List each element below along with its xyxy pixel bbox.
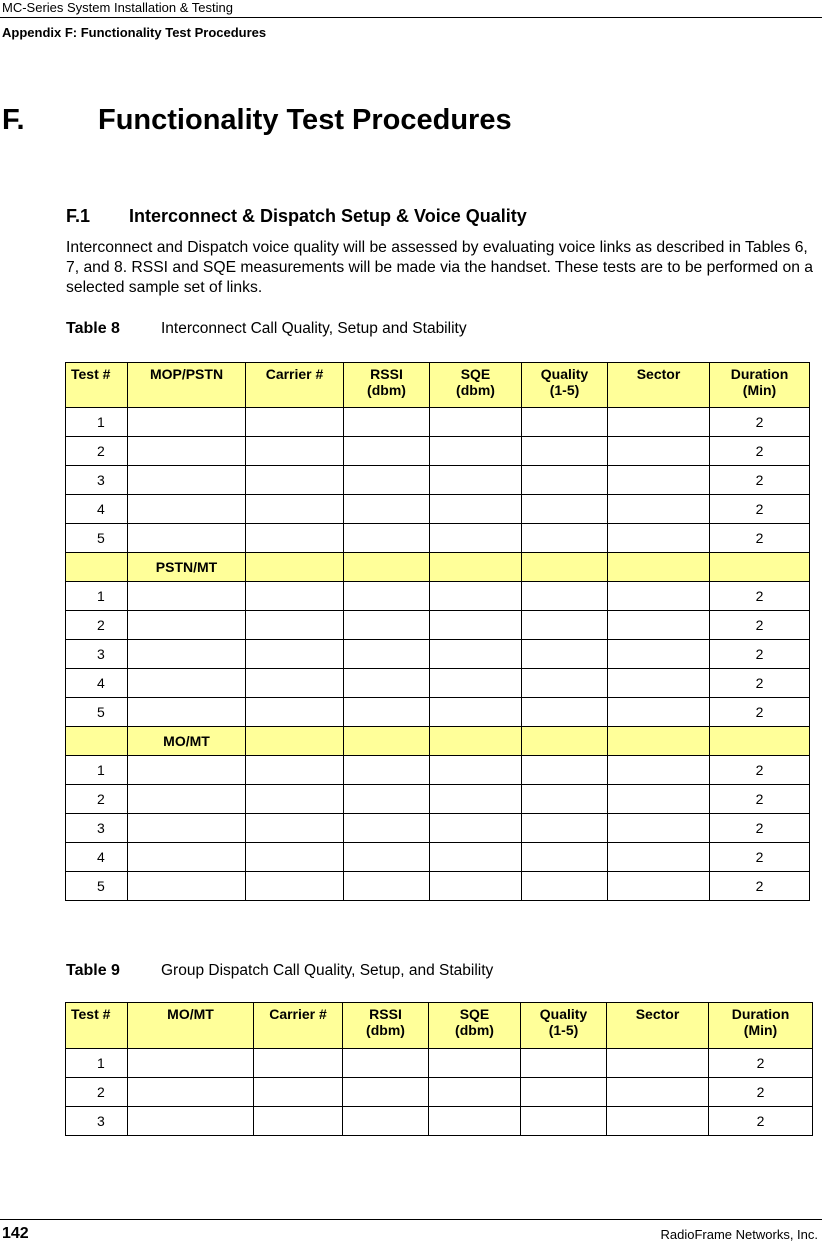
table-cell	[128, 640, 246, 669]
column-header	[709, 1003, 813, 1049]
table-cell	[246, 408, 344, 437]
table-cell: 2	[66, 1078, 128, 1107]
table-cell	[128, 1107, 254, 1136]
table-cell	[128, 756, 246, 785]
table-cell: 2	[709, 1107, 813, 1136]
column-header	[344, 363, 430, 408]
table-cell	[608, 640, 710, 669]
table-cell	[128, 495, 246, 524]
table-cell: 3	[66, 640, 128, 669]
table-cell: 5	[66, 524, 128, 553]
table-cell: 4	[66, 669, 128, 698]
running-header-title: MC-Series System Installation & Testing	[2, 0, 233, 15]
table-row	[66, 1078, 813, 1107]
column-header-text: Quality	[540, 366, 589, 382]
column-header-text: Carrier #	[269, 1006, 327, 1022]
table-row	[66, 437, 810, 466]
table-cell	[344, 611, 430, 640]
table-cell: 2	[66, 785, 128, 814]
company-name: RadioFrame Networks, Inc.	[660, 1227, 818, 1242]
table-row	[66, 814, 810, 843]
column-header-text: RSSI	[370, 366, 403, 382]
table-cell	[522, 553, 608, 582]
column-header-text: (dbm)	[366, 1022, 405, 1038]
table-cell	[128, 582, 246, 611]
column-header	[128, 1003, 254, 1049]
table-cell	[246, 814, 344, 843]
column-header-text: (1-5)	[548, 1022, 579, 1038]
table-cell: 3	[66, 1107, 128, 1136]
table-cell: 2	[710, 698, 810, 727]
table-cell: 4	[66, 495, 128, 524]
table-cell	[344, 524, 430, 553]
table-cell	[344, 437, 430, 466]
column-header-text: Carrier #	[265, 366, 324, 382]
table-cell: 2	[710, 611, 810, 640]
running-header-appendix: Appendix F: Functionality Test Procedures	[2, 25, 267, 40]
table-cell	[522, 727, 608, 756]
table-cell	[522, 611, 608, 640]
table-cell	[344, 582, 430, 611]
table-cell	[430, 669, 522, 698]
table-cell	[608, 611, 710, 640]
table-cell	[128, 698, 246, 727]
table-row	[66, 640, 810, 669]
table-cell	[430, 408, 522, 437]
table-cell	[430, 495, 522, 524]
group-row	[66, 727, 810, 756]
table-cell: 2	[710, 872, 810, 901]
table-cell: 2	[710, 495, 810, 524]
table-cell: 2	[710, 408, 810, 437]
table-cell	[246, 553, 344, 582]
column-header	[66, 1003, 128, 1049]
table-cell	[66, 727, 128, 756]
table-cell	[607, 1078, 709, 1107]
table-cell	[430, 582, 522, 611]
table-row	[66, 495, 810, 524]
table-cell	[608, 466, 710, 495]
table-cell	[344, 872, 430, 901]
table-row	[66, 698, 810, 727]
table-cell	[430, 785, 522, 814]
page-number: 142	[2, 1225, 29, 1242]
table-cell	[344, 727, 430, 756]
table-cell	[430, 466, 522, 495]
table-cell	[430, 727, 522, 756]
table-row	[66, 785, 810, 814]
table-cell	[254, 1078, 343, 1107]
column-header-text: SQE	[459, 1006, 490, 1022]
column-header	[607, 1003, 709, 1049]
table-row	[66, 756, 810, 785]
section-number: F.1	[66, 206, 91, 226]
table-cell: 2	[66, 611, 128, 640]
table-cell	[522, 669, 608, 698]
table-cell	[522, 872, 608, 901]
column-header	[521, 1003, 607, 1049]
table-cell	[128, 872, 246, 901]
table-cell	[522, 495, 608, 524]
table-cell	[608, 698, 710, 727]
table-row	[66, 872, 810, 901]
table-cell	[128, 437, 246, 466]
table-row	[66, 843, 810, 872]
table-cell	[430, 611, 522, 640]
table-cell	[608, 553, 710, 582]
table-cell	[521, 1107, 607, 1136]
table-cell: 2	[710, 466, 810, 495]
table-cell	[608, 524, 710, 553]
column-header	[66, 363, 128, 408]
table-cell	[128, 408, 246, 437]
table-cell	[246, 698, 344, 727]
table8-title: Interconnect Call Quality, Setup and Stability	[161, 320, 467, 337]
table-row	[66, 611, 810, 640]
table-cell	[608, 727, 710, 756]
column-header-text: Sector	[636, 366, 681, 382]
table-cell	[246, 495, 344, 524]
chapter-title: Functionality Test Procedures	[98, 104, 512, 136]
table-cell	[344, 756, 430, 785]
table-cell	[128, 814, 246, 843]
table-cell	[344, 495, 430, 524]
table-cell: 2	[710, 785, 810, 814]
table-cell	[430, 553, 522, 582]
table-cell	[344, 669, 430, 698]
table-cell	[522, 756, 608, 785]
table-cell: 1	[66, 756, 128, 785]
table-cell	[430, 698, 522, 727]
table-cell	[128, 1078, 254, 1107]
table-cell: 3	[66, 466, 128, 495]
table-cell: 2	[710, 524, 810, 553]
table-cell	[522, 466, 608, 495]
intro-paragraph: Interconnect and Dispatch voice quality will be assessed by evaluating voice links as described in Tables 6, 7, and 8. RSSI and SQE measurements will be made via the handset. These tests are to be performed on a selected sample set of links.	[66, 239, 814, 296]
table-row	[66, 408, 810, 437]
table-cell	[522, 698, 608, 727]
table8	[65, 362, 810, 901]
table-cell	[343, 1078, 429, 1107]
section-heading	[66, 206, 527, 227]
column-header	[343, 1003, 429, 1049]
section-title: Interconnect & Dispatch Setup & Voice Quality	[129, 206, 527, 226]
table-cell	[246, 640, 344, 669]
table-cell	[608, 437, 710, 466]
table-cell	[254, 1107, 343, 1136]
table-cell	[521, 1049, 607, 1078]
table-cell	[128, 466, 246, 495]
table-cell	[429, 1078, 521, 1107]
column-header-text: (Min)	[742, 382, 777, 398]
table-cell	[607, 1107, 709, 1136]
table-cell	[521, 1078, 607, 1107]
table-cell	[608, 814, 710, 843]
table-cell: 2	[710, 843, 810, 872]
table9	[65, 1002, 813, 1136]
table-cell: 2	[709, 1049, 813, 1078]
table-cell: 2	[710, 582, 810, 611]
table9-caption	[66, 962, 493, 980]
table-cell	[343, 1107, 429, 1136]
table-cell	[128, 843, 246, 872]
table-cell	[710, 553, 810, 582]
column-header-text: Duration	[730, 366, 789, 382]
group-label: MO/MT	[128, 727, 246, 756]
table-row	[66, 1049, 813, 1078]
table-cell	[608, 756, 710, 785]
table-cell	[608, 872, 710, 901]
table-cell	[254, 1049, 343, 1078]
column-header	[429, 1003, 521, 1049]
table-cell: 1	[66, 582, 128, 611]
table-cell	[522, 582, 608, 611]
column-header-text: Quality	[539, 1006, 588, 1022]
table-cell	[344, 408, 430, 437]
column-header-text: Test #	[71, 366, 111, 382]
table-cell	[246, 437, 344, 466]
column-header	[128, 363, 246, 408]
table-cell: 5	[66, 872, 128, 901]
table-cell	[608, 408, 710, 437]
table-cell	[128, 524, 246, 553]
chapter-number: F.	[2, 104, 25, 136]
table-cell	[344, 843, 430, 872]
table-cell	[343, 1049, 429, 1078]
column-header	[254, 1003, 343, 1049]
table-cell	[430, 872, 522, 901]
table-cell	[246, 843, 344, 872]
table-cell: 4	[66, 843, 128, 872]
table-cell	[608, 843, 710, 872]
table-cell	[522, 843, 608, 872]
table-cell	[344, 698, 430, 727]
table-cell	[430, 524, 522, 553]
table-cell	[344, 466, 430, 495]
table-cell	[430, 756, 522, 785]
header-rule	[0, 17, 822, 18]
table-cell	[522, 785, 608, 814]
table-cell: 1	[66, 1049, 128, 1078]
column-header-text: MOP/PSTN	[149, 366, 224, 382]
column-header-text: Duration	[731, 1006, 790, 1022]
chapter-heading	[2, 104, 512, 137]
table-cell	[608, 669, 710, 698]
table-cell	[246, 466, 344, 495]
table-cell	[128, 785, 246, 814]
column-header	[608, 363, 710, 408]
table-cell	[608, 582, 710, 611]
table-row	[66, 669, 810, 698]
table-cell	[246, 669, 344, 698]
column-header-text: (dbm)	[367, 382, 406, 398]
table-cell	[246, 756, 344, 785]
column-header-text: (1-5)	[549, 382, 580, 398]
table-cell	[344, 640, 430, 669]
column-header-text: MO/MT	[167, 1006, 214, 1022]
table-cell	[344, 785, 430, 814]
table-cell	[522, 408, 608, 437]
table-cell	[522, 437, 608, 466]
column-header-text: (dbm)	[456, 382, 495, 398]
table-cell	[246, 727, 344, 756]
table-cell	[246, 611, 344, 640]
column-header	[430, 363, 522, 408]
table-cell	[710, 727, 810, 756]
column-header-text: Sector	[635, 1006, 680, 1022]
table-cell	[522, 814, 608, 843]
table-row	[66, 466, 810, 495]
table-cell: 3	[66, 814, 128, 843]
table-cell: 2	[710, 669, 810, 698]
table-cell: 5	[66, 698, 128, 727]
table-cell	[246, 872, 344, 901]
table-cell	[607, 1049, 709, 1078]
table-cell: 2	[710, 814, 810, 843]
table-cell: 2	[709, 1078, 813, 1107]
group-row	[66, 553, 810, 582]
column-header-text: SQE	[460, 366, 491, 382]
table8-caption	[66, 320, 467, 338]
footer-rule	[0, 1219, 822, 1220]
table-cell: 2	[66, 437, 128, 466]
column-header	[710, 363, 810, 408]
column-header-text: RSSI	[369, 1006, 402, 1022]
column-header	[522, 363, 608, 408]
table-cell	[246, 524, 344, 553]
table-cell	[522, 640, 608, 669]
table-row	[66, 582, 810, 611]
column-header	[246, 363, 344, 408]
table9-label: Table 9	[66, 962, 120, 979]
table-cell: 2	[710, 756, 810, 785]
table-cell	[128, 1049, 254, 1078]
table-cell: 2	[710, 437, 810, 466]
table-cell	[430, 814, 522, 843]
table-cell	[429, 1107, 521, 1136]
table-cell: 1	[66, 408, 128, 437]
table-cell	[344, 553, 430, 582]
table-cell: 2	[710, 640, 810, 669]
table-cell	[344, 814, 430, 843]
table-cell	[430, 640, 522, 669]
table-cell	[430, 843, 522, 872]
column-header-text: Test #	[71, 1006, 111, 1022]
table9-title: Group Dispatch Call Quality, Setup, and Stability	[161, 962, 494, 979]
table-cell	[522, 524, 608, 553]
column-header-text: (Min)	[743, 1022, 778, 1038]
table-row	[66, 524, 810, 553]
table-cell	[246, 582, 344, 611]
table-cell	[246, 785, 344, 814]
table-cell	[128, 611, 246, 640]
table-cell	[608, 495, 710, 524]
table-cell	[430, 437, 522, 466]
table8-label: Table 8	[66, 320, 120, 337]
table-cell	[608, 785, 710, 814]
table-row	[66, 1107, 813, 1136]
table-cell	[128, 669, 246, 698]
table-cell	[66, 553, 128, 582]
table-cell	[429, 1049, 521, 1078]
group-label: PSTN/MT	[128, 553, 246, 582]
column-header-text: (dbm)	[455, 1022, 494, 1038]
